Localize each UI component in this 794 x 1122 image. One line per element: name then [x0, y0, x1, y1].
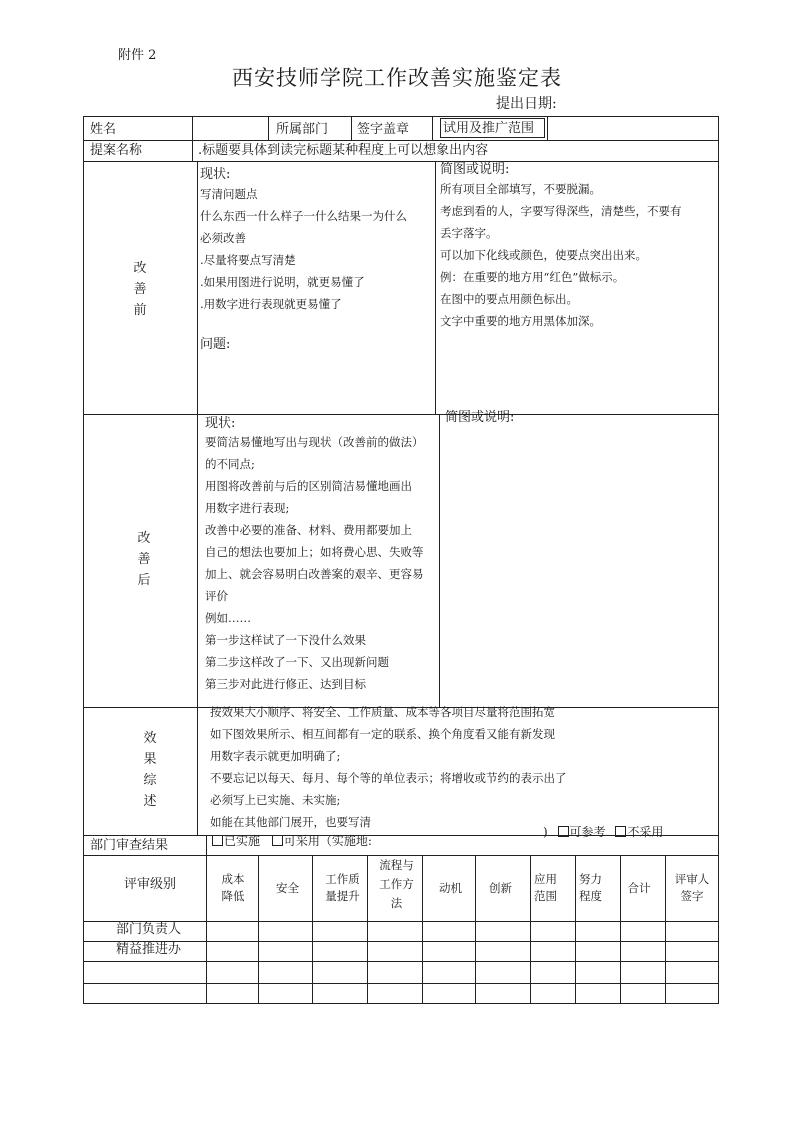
before-diagram[interactable]: 简图或说明: 所有项目全部填写，不要脱漏。 考虑到看的人，字要写得深些，清楚些，不要有 丢字落字。 可以加下化线或颜色，使要点突出出来。 例：在重要的地方用“红色”做标示。 在图中的要点用颜色标出。 文字中重要的地方用黑体加深。 [440, 160, 715, 332]
grading-col-effort: 努力 程度 [579, 872, 602, 903]
after-diagram-title[interactable]: 简图或说明: [445, 410, 515, 425]
name-field[interactable] [192, 118, 274, 138]
adoptable-checkbox[interactable]: 可采用（实施地: [272, 834, 372, 848]
before-problem-label: 问题: [200, 337, 231, 353]
effect-label: 效 果 综 述 [143, 731, 157, 809]
grading-col-cost: 成本 降低 [221, 872, 245, 903]
before-diagram-title: 简图或说明: [440, 162, 510, 177]
proposal-hint[interactable]: .标题要具体到读完标题某种程度上可以想象出内容 [198, 143, 489, 158]
before-status-title: 现状: [200, 167, 231, 182]
sign-label: 签字盖章 [357, 122, 410, 137]
grading-col-quality: 工作质 量提升 [325, 872, 360, 903]
grading-col-total: 合计 [627, 880, 651, 895]
before-status[interactable]: 现状: 写清问题点 什么东西一什么样子一什么结果一为什么 必须改善 .尽量将要点写清楚 .如果用图进行说明，就更易懂了 .用数字进行表现就更易懂了 问题: [200, 165, 428, 355]
form-title: 西安技师学院工作改善实施鉴定表 [232, 66, 562, 90]
after-label: 改 善 后 [137, 531, 151, 588]
dept-label: 所属部门 [276, 122, 329, 137]
date-label: 提出日期: [496, 96, 557, 112]
grading-col-process: 流程与 工作方 法 [379, 857, 414, 910]
grading-col-motivation: 动机 [439, 880, 462, 895]
review-options [212, 832, 372, 851]
implemented-checkbox[interactable]: 已实施 [212, 834, 260, 848]
scope-label: 试用及推广范围 [440, 118, 545, 138]
reference-checkbox[interactable]: 可参考 [558, 825, 606, 839]
grading-label: 评审级别 [124, 877, 177, 892]
after-status[interactable]: 现状: 要简洁易懂地写出与现状（改善前的做法） 的不同点; 用图将改善前与后的区别简洁易懂地画出 用数字进行表现; 改善中必要的准备、材料、费用都要加上 自己的想法也要加上；如将费心思、失败等 加上、就会容易明白改善案的艰辛、更容易 评价 例如…… 第一步这样试了一下没什么效果 第二步这样改了一下、又出现新问题 第三步对此进行修正、达到目标 [205, 414, 440, 695]
review-label: 部门审查结果 [90, 838, 169, 853]
proposal-label: 提案名称 [90, 143, 143, 158]
grading-col-reviewer: 评审人 签字 [674, 872, 710, 903]
grading-col-scope: 应用 范围 [534, 872, 557, 903]
name-label: 姓名 [90, 122, 117, 137]
before-label: 改 善 前 [133, 261, 147, 318]
after-status-title: 现状: [205, 416, 236, 431]
grading-row-lean-office: 精益推进办 [116, 942, 182, 957]
grading-row-dept-head: 部门负责人 [116, 922, 182, 937]
attachment-label: 附件 2 [118, 48, 157, 63]
effect-summary[interactable]: 按效果大小顺序、将安全、工作质量、成本等各项目尽量将范围拓宽 如下图效果所示、相互间都有一定的联系、换个角度看又能有新发现 用数字表示就更加明确了; 不要忘记以每天、每月、每个等的单位表示；将增收或节约的表示出了 必须写上已实施、未实施; 如能在其他部门展开，也要写清 [210, 705, 567, 829]
grading-col-safety: 安全 [276, 880, 299, 895]
reject-checkbox[interactable]: 不采用 [615, 825, 663, 839]
grading-col-innovation: 创新 [489, 880, 512, 895]
review-options-right: ) 可参考 不采用 [543, 825, 664, 839]
